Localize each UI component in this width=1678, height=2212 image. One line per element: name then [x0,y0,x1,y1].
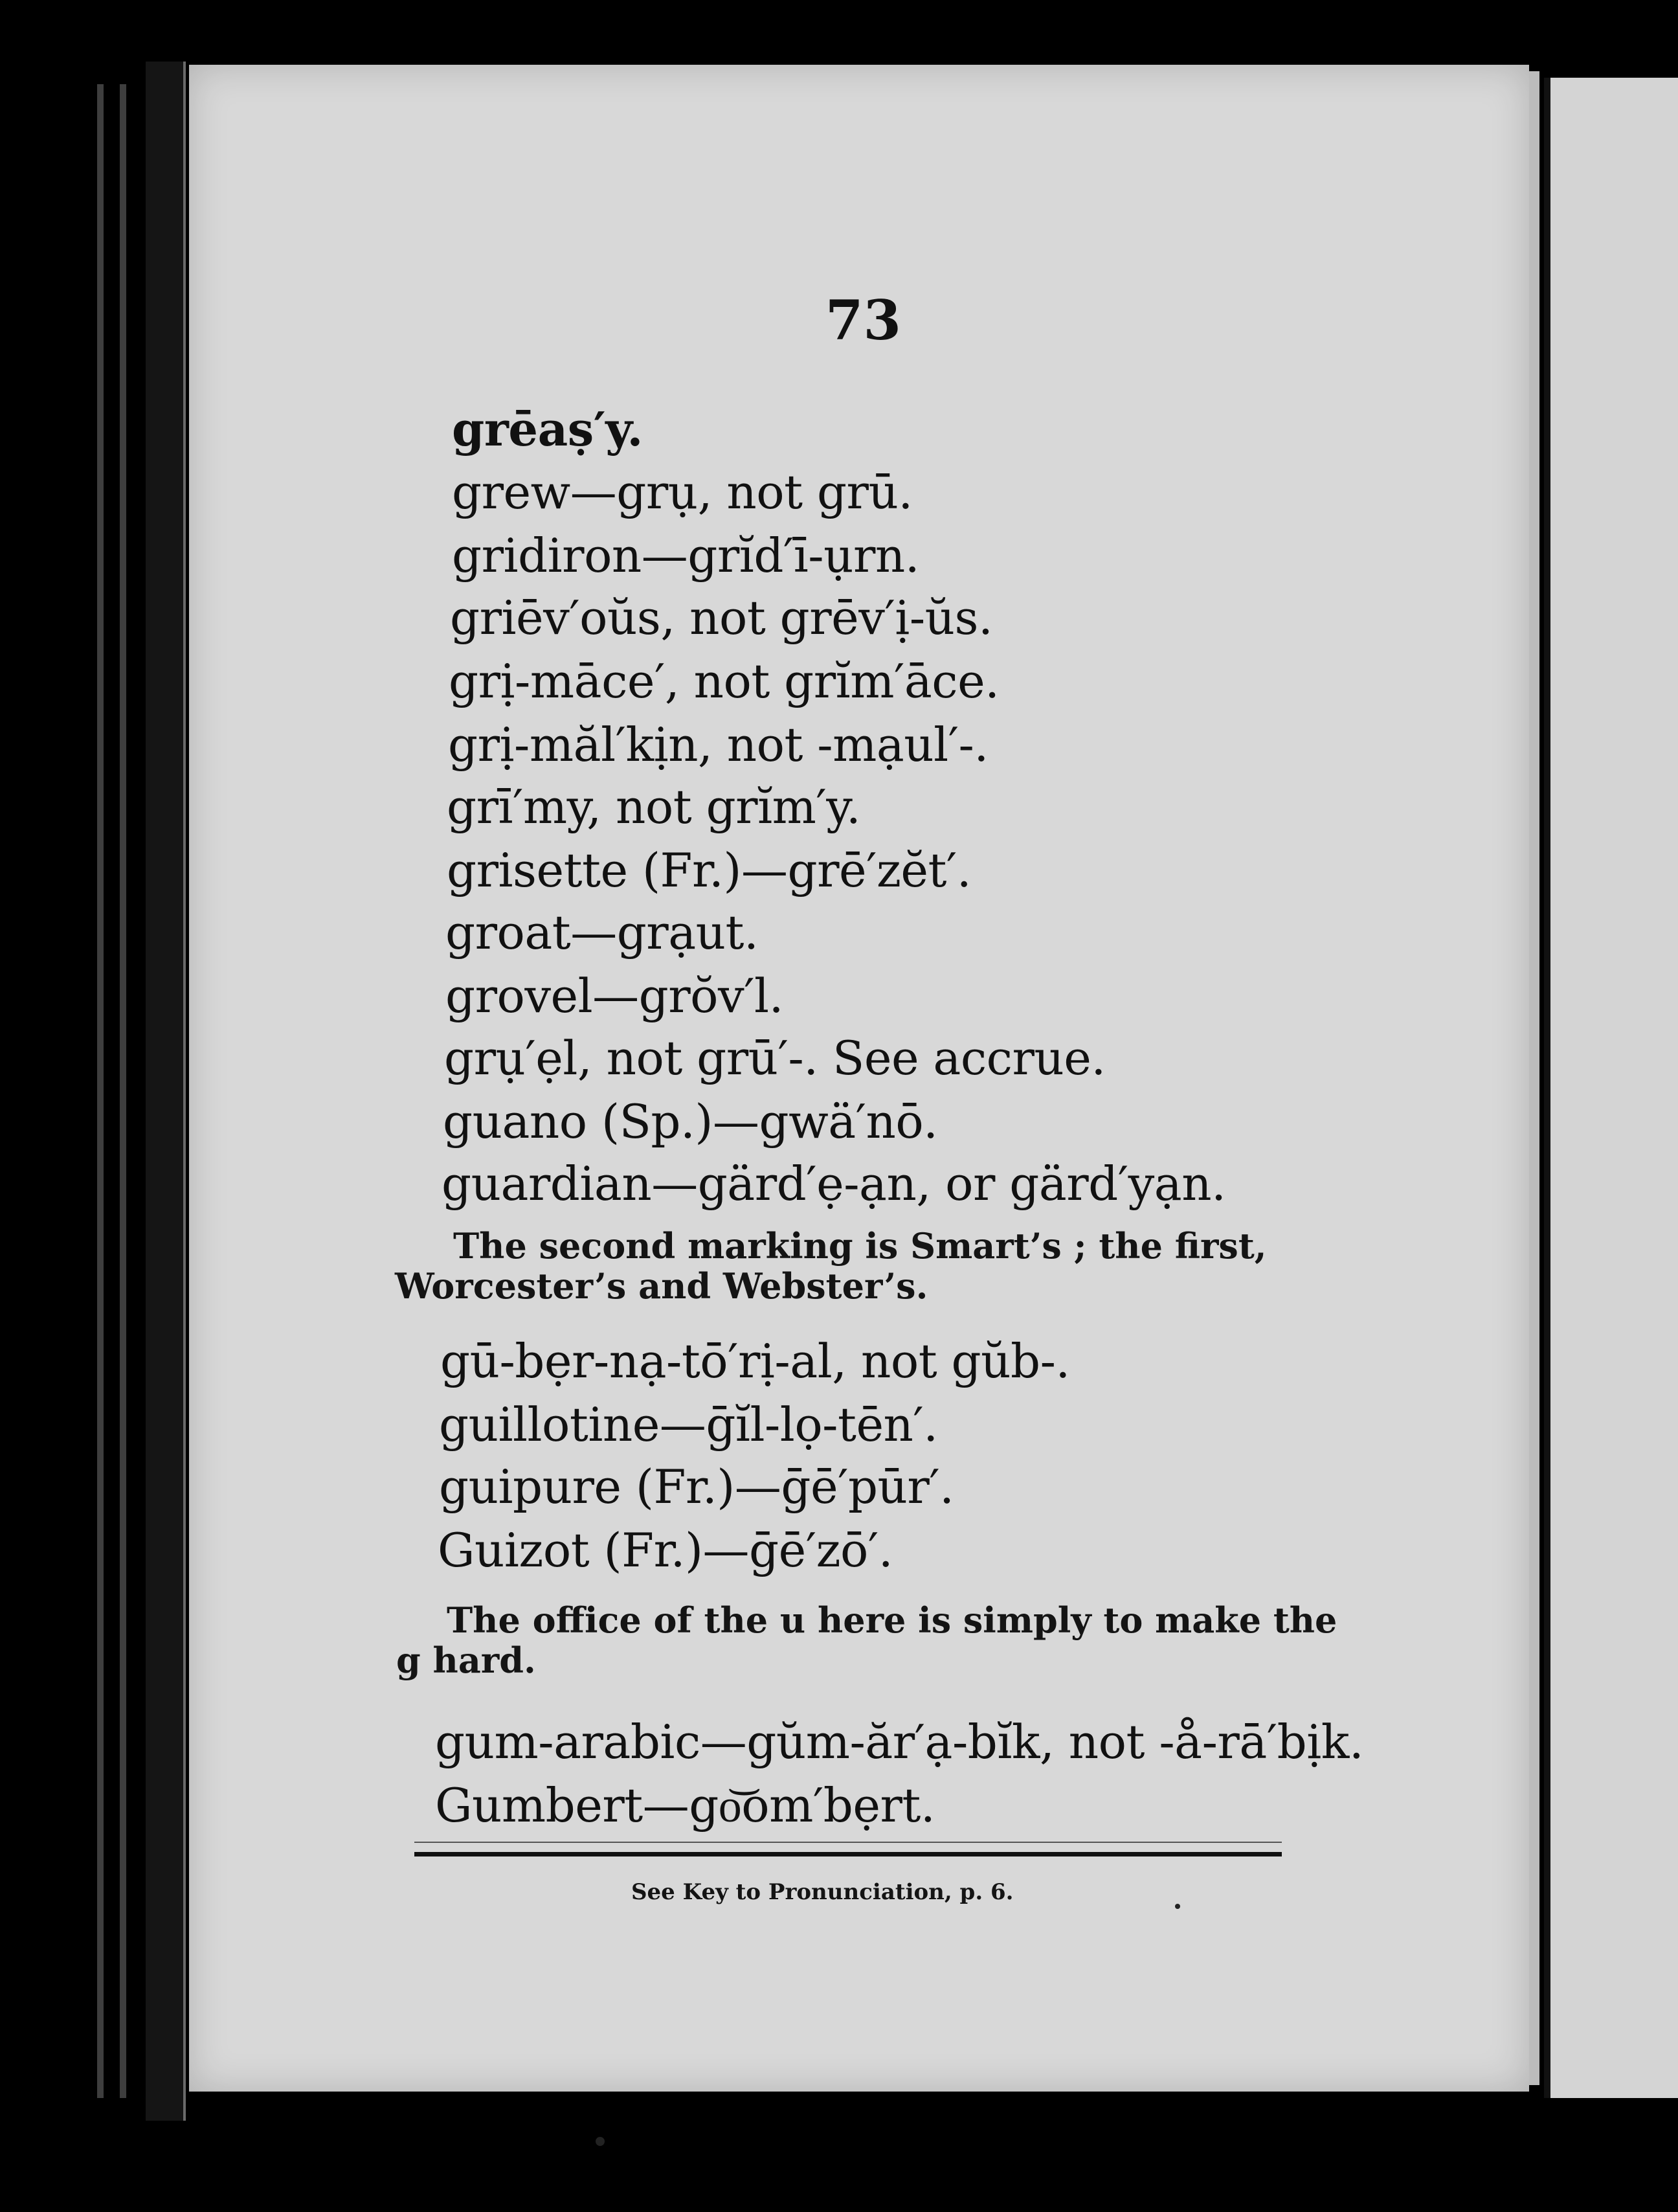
dictionary-entry: guardian—gärd′ẹ-ạn, or gärd′yạn. [442,1157,1226,1211]
dictionary-entry: grisette (Fr.)—grē′zĕt′. [447,843,972,897]
dictionary-entry: grụ′ẹl, not grū′-. See accrue. [444,1031,1106,1085]
dictionary-entry: guano (Sp.)—gwä′nō. [443,1094,938,1149]
usage-note: g hard. [396,1640,536,1681]
usage-note: Worcester’s and Webster’s. [395,1265,928,1307]
dictionary-entry: Gumbert—go͝om′bẹrt. [435,1778,935,1833]
dictionary-entry: grovel—grŏv′l. [445,969,783,1023]
page-number: 73 [825,288,901,352]
dictionary-entry: gū-bẹr-nạ-tō′rị-al, not gŭb-. [440,1334,1070,1388]
dictionary-entry: guipure (Fr.)—ḡē′pūr′. [439,1460,954,1514]
dictionary-entry: grị-măl′kịn, not -mạul′-. [448,717,989,772]
dictionary-entry: grī′my, not grĭm′y. [447,780,861,834]
dictionary-entry: groat—grạut. [445,905,759,960]
dictionary-entry: guillotine—ḡĭl-lọ-tēn′. [439,1397,938,1452]
dictionary-entry: gum-arabic—gŭm-ăr′ạ-bĭk, not -å-rā′bịk. [435,1715,1364,1769]
dictionary-entry: grew—grụ, not grū. [452,465,913,519]
dictionary-entry: Guizot (Fr.)—ḡē′zō′. [438,1523,893,1577]
usage-note: The office of the u here is simply to make the [447,1599,1337,1641]
dictionary-entry: griēv′oŭs, not grēv′ị-ŭs. [450,591,993,645]
page-edge [1529,71,1539,2085]
dictionary-entry: grị-māce′, not grĭm′āce. [449,654,1000,708]
dust-speck [596,2137,605,2146]
binding-line [97,84,104,2098]
footer-rule [414,1852,1282,1857]
book-spine [146,62,186,2121]
dictionary-entry: grēaṣ′y. [452,401,643,457]
page-footer: See Key to Pronunciation, p. 6. [631,1879,1014,1905]
dictionary-entry: gridiron—grĭd′ī-ụrn. [452,528,920,583]
usage-note: The second marking is Smart’s ; the first, [453,1225,1267,1267]
footer-rule-thin [414,1842,1282,1843]
facing-page [1544,78,1678,2098]
binding-line [120,84,126,2098]
dust-speck [1175,1904,1180,1909]
